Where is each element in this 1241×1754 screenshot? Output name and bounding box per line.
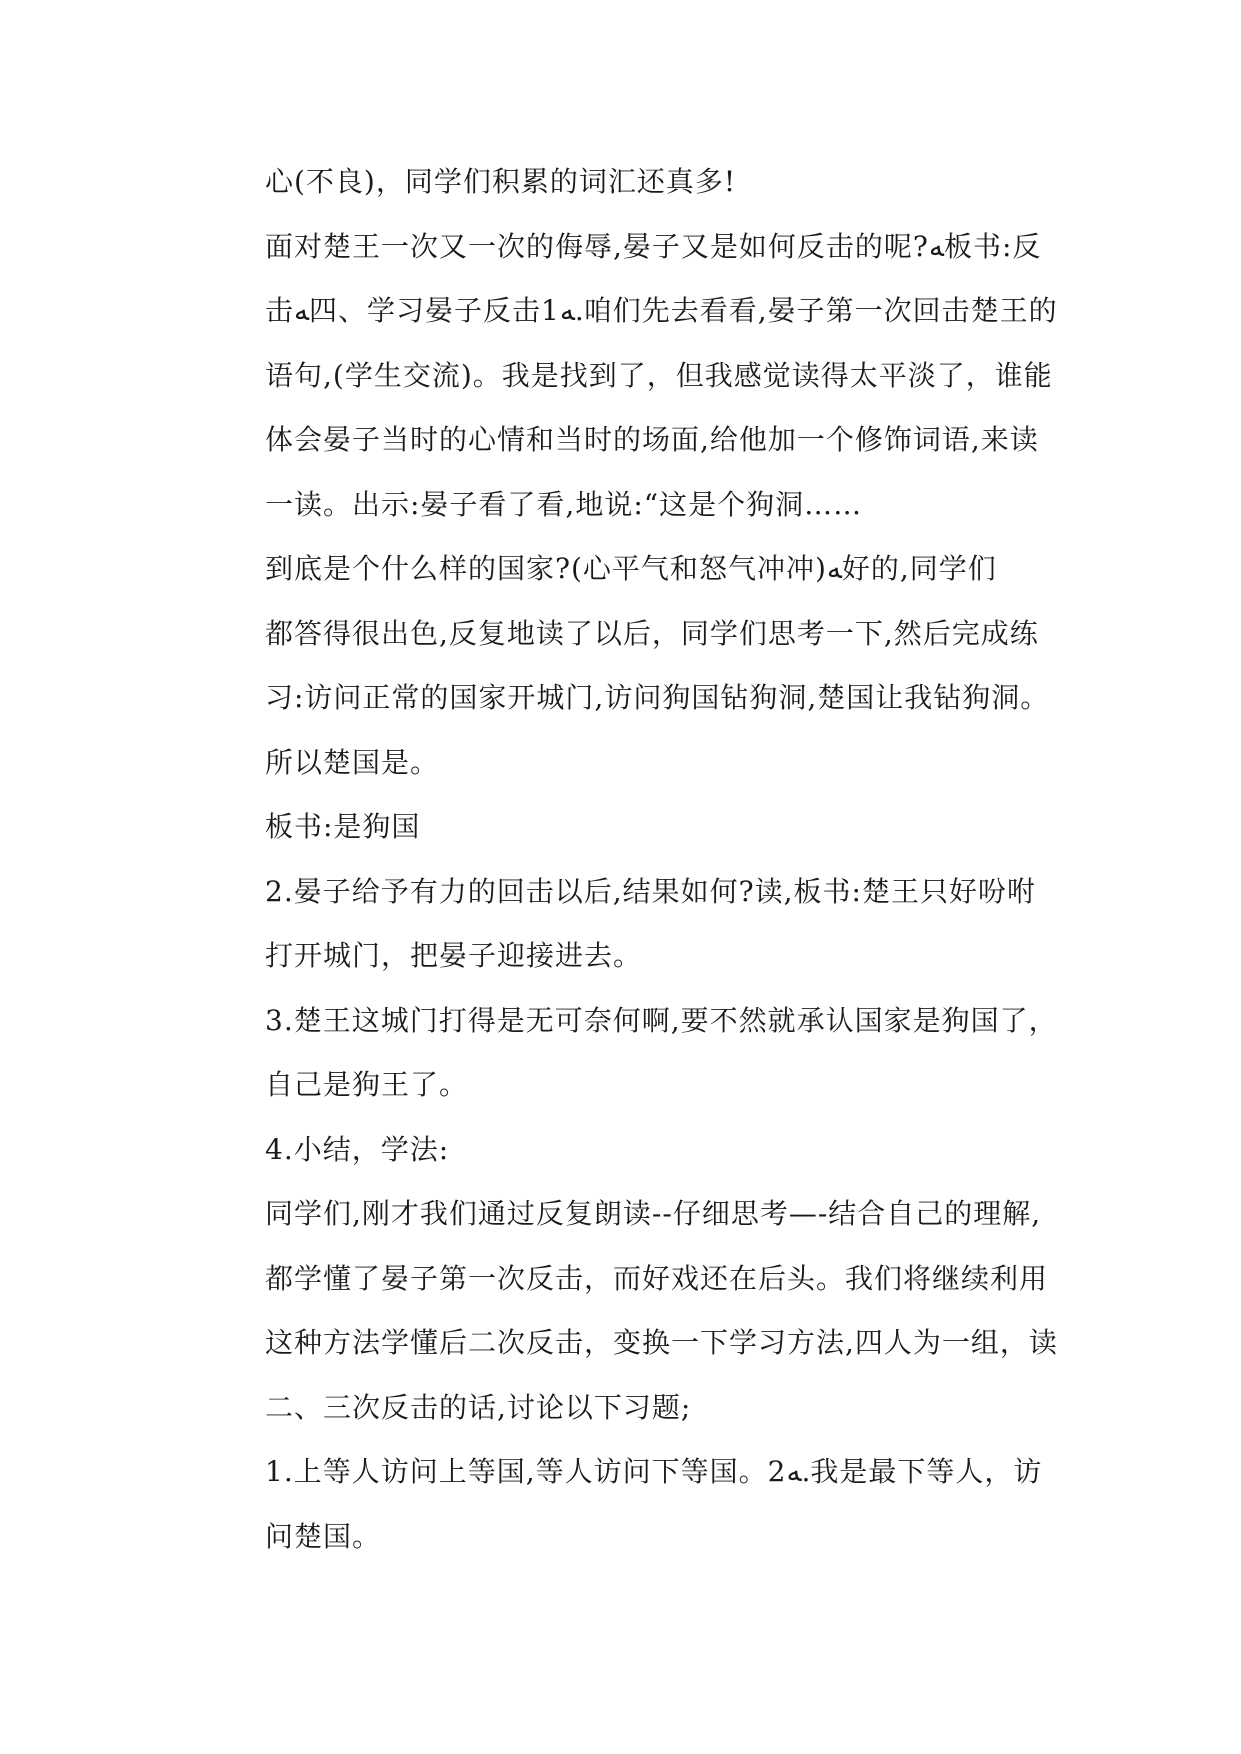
text-line: 击ﻪ四、学习晏子反击1ﻪ.咱们先去看看,晏子第一次回击楚王的 xyxy=(265,294,1058,327)
text-line: 这种方法学懂后二次反击，变换一下学习方法,四人为一组，读 xyxy=(265,1326,1058,1359)
text-line-with-gap xyxy=(265,537,1065,602)
section-heading: 4.小结，学法: xyxy=(265,1132,450,1166)
text-line: 板书:是狗国 xyxy=(265,810,421,843)
text-line: 都答得很出色,反复地读了以后，同学们思考一下,然后完成练 xyxy=(265,616,1039,650)
text-segment: 地说:“这是个狗洞…… xyxy=(575,487,863,521)
text-line-with-blank xyxy=(265,473,1065,538)
text-line: 习:访问正常的国家开城门,访问狗国钻狗洞,楚国让我钻狗洞。 xyxy=(265,681,1050,714)
text-line: 心(不良)，同学们积累的词汇还真多! xyxy=(265,165,737,198)
text-segment: 一读。出示:晏子看了看, xyxy=(265,487,576,521)
text-segment: 怒气冲冲)ﻪ好的,同学们 xyxy=(698,552,997,585)
text-segment: 到底是个什么样的国家?(心平气和 xyxy=(265,552,699,585)
text-line: 二、三次反击的话,讨论以下习题; xyxy=(265,1390,692,1424)
text-line: 面对楚王一次又一次的侮辱,晏子又是如何反击的呢?ﻪ板书:反 xyxy=(265,229,1042,263)
text-line: 问楚国。 xyxy=(265,1519,382,1553)
text-line: 3.楚王这城门打得是无可奈何啊,要不然就承认国家是狗国了， xyxy=(265,1003,1058,1037)
text-line: 都学懂了晏子第一次反击，而好戏还在后头。我们将继续利用 xyxy=(265,1261,1049,1295)
body-text xyxy=(265,150,1065,1569)
text-line: 同学们,刚才我们通过反复朗读--仔细思考—-结合自己的理解, xyxy=(265,1197,1042,1230)
text-line: 体会晏子当时的心情和当时的场面,给他加一个修饰词语,来读 xyxy=(265,423,1039,456)
text-line: 1.上等人访问上等国,等人访问下等国。2ﻪ.我是最下等人，访 xyxy=(265,1455,1043,1488)
text-segment: 。 xyxy=(410,745,440,779)
text-line: 打开城门，把晏子迎接进去。 xyxy=(265,939,643,972)
text-line: 自己是狗王了。 xyxy=(265,1068,469,1101)
text-line: 2.晏子给予有力的回击以后,结果如何?读,板书:楚王只好吩咐 xyxy=(265,874,1036,908)
text-line-with-blank xyxy=(265,731,1065,796)
text-segment: 所以楚国是 xyxy=(265,745,411,779)
text-line: 语句,(学生交流)。我是找到了，但我感觉读得太平淡了，谁能 xyxy=(265,358,1053,392)
